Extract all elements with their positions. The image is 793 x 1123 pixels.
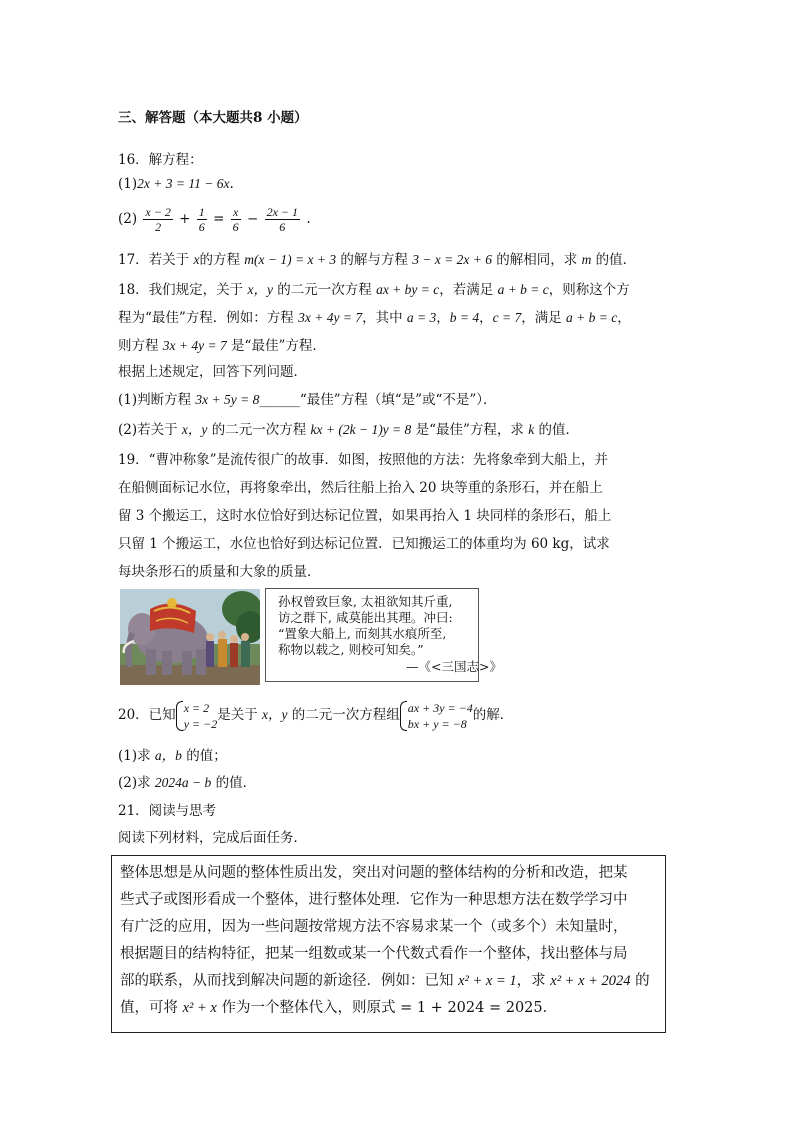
text-segment: 的值； xyxy=(181,748,227,764)
math-equation: b = 4 xyxy=(449,310,480,325)
elephant-illustration xyxy=(120,589,260,685)
quote-box xyxy=(265,588,502,682)
text-segment: 的解相同，求 xyxy=(492,252,582,268)
text-segment: (2)求 xyxy=(118,775,155,791)
text-segment: 的二元一次方程 xyxy=(207,422,311,438)
math-equation: kx + (2k − 1)y = 8 xyxy=(310,422,412,437)
q17-text xyxy=(118,250,636,270)
math-equation: 3x + 4y = 7 xyxy=(162,338,227,353)
q16-part2 xyxy=(118,202,311,236)
math-equation: a + b = c xyxy=(497,282,549,297)
math-equation: a + b = c xyxy=(566,310,618,325)
text-segment: 作为一个整体代入，则原式 = 1 + 2024 = 2025． xyxy=(216,1000,558,1016)
text-segment: 的值． xyxy=(211,775,257,791)
q19-line3: 留 3 个搬运工，这时水位恰好到达标记位置，如果再抬入 1 块同样的条形石，船上 xyxy=(118,508,612,524)
math-var: x，y xyxy=(181,422,208,437)
math-var: x，y xyxy=(262,707,288,722)
quote-line: 孙权曾致巨象, 太祖欲知其斤重, xyxy=(278,594,453,609)
text-segment: (1)求 xyxy=(118,748,155,764)
q16-stem: 16．解方程： xyxy=(118,152,203,168)
q16-part1-label: (1) xyxy=(118,176,138,192)
math-equation: a = 3 xyxy=(406,310,437,325)
q20-part2 xyxy=(118,773,256,793)
text-segment: ，其中 xyxy=(362,310,407,326)
math-equation: m(x − 1) = x + 3 xyxy=(244,252,337,267)
quote-line: “置象大船上, 而刻其水痕所至, xyxy=(278,626,447,641)
math-var: x xyxy=(193,252,200,267)
math-equation: 3x + 4y = 7 xyxy=(298,310,363,325)
quote-source: —《<三国志>》 xyxy=(406,659,502,674)
math-equation: ax + by = c xyxy=(376,282,440,297)
q18-part2 xyxy=(118,420,579,440)
minus-sign: − xyxy=(246,211,259,227)
fraction: $\frac{1}{6}$ xyxy=(198,205,205,234)
material-line xyxy=(120,997,557,1019)
answer-blank-text: ______“最佳”方程（填“是”或“不是”）． xyxy=(259,392,497,408)
text-segment: 值，可将 xyxy=(120,1000,183,1016)
math-var: x，y xyxy=(247,282,273,297)
q18-part1 xyxy=(118,390,497,410)
text-segment: 的 xyxy=(630,973,650,989)
math-equation: 3 − x = 2x + 6 xyxy=(412,252,493,267)
text-segment: 的二元一次方程组 xyxy=(287,707,400,723)
fraction: $\frac{x - 2}{2}$ xyxy=(145,205,171,234)
text-segment: 18．我们规定，关于 xyxy=(118,282,248,298)
q16-part2-label: (2) xyxy=(118,211,138,227)
text-segment: ， xyxy=(617,310,631,326)
text-segment: 是“最佳”方程． xyxy=(226,338,326,354)
math-equation: x² + x xyxy=(182,1000,217,1016)
elephant-painting xyxy=(120,589,260,685)
period: . xyxy=(306,211,311,227)
text-segment: 是关于 xyxy=(217,707,263,723)
q19-line5: 每块条形石的质量和大象的质量． xyxy=(118,564,321,580)
material-line xyxy=(120,970,650,992)
solution-system: x = 2 y = −2 xyxy=(176,700,218,732)
text-segment: (1)判断方程 xyxy=(118,392,196,408)
text-segment: 则方程 xyxy=(118,338,163,354)
q16-part1 xyxy=(118,174,234,194)
q21-intro: 阅读下列材料，完成后面任务． xyxy=(118,830,307,846)
text-segment: 程为“最佳”方程．例如：方程 xyxy=(118,310,299,326)
math-equation: c = 7 xyxy=(492,310,522,325)
q19-line4: 只留 1 个搬运工，水位也恰好到达标记位置．已知搬运工的体重均为 60 kg，试求 xyxy=(118,536,610,552)
quote-line: 访之群下, 咸莫能出其理。冲曰: xyxy=(278,610,453,625)
reading-material-box xyxy=(111,855,666,1033)
math-equation: x² + x = 1 xyxy=(458,973,517,989)
q20-stem xyxy=(118,697,513,733)
text-segment: 部的联系，从而找到解决问题的新途径．例如：已知 xyxy=(120,973,459,989)
material-line: 有广泛的应用，因为一些问题按常规方法不容易求某一个（或多个）未知量时， xyxy=(120,919,628,935)
text-segment: 的二元一次方程 xyxy=(272,282,377,298)
text-segment: 的值． xyxy=(534,422,579,438)
material-line: 根据题目的结构特征，把某一组数或某一个代数式看作一个整体，找出整体与局 xyxy=(120,946,628,962)
q19-line1: 19．“曹冲称象”是流传很广的故事．如图，按照他的方法：先将象牵到大船上，并 xyxy=(118,452,608,468)
text-segment: ，求 xyxy=(516,973,551,989)
q21-title: 21．阅读与思考 xyxy=(118,803,217,819)
math-equation: 3x + 5y = 8 xyxy=(195,392,260,407)
text-segment: ，若满足 xyxy=(439,282,498,298)
quote-line: 称物以载之, 则校可知矣。” xyxy=(278,642,424,657)
q20-part1 xyxy=(118,746,227,766)
text-segment: 的解． xyxy=(472,707,514,723)
text-segment: ，满足 xyxy=(521,310,567,326)
q19-line2: 在船侧面标记水位，再将象牵出，然后往船上抬入 20 块等重的条形石，并在船上 xyxy=(118,480,603,496)
equals-sign: = xyxy=(213,211,225,227)
fraction: $\frac{x}{6}$ xyxy=(232,205,239,234)
math-var: a，b xyxy=(154,748,182,763)
q18-line3 xyxy=(118,336,326,356)
math-equation: x² + x + 2024 xyxy=(550,973,631,989)
material-line: 整体思想是从问题的整体性质出发，突出对问题的整体结构的分析和改造，把某 xyxy=(120,865,628,881)
q18-line4: 根据上述规定，回答下列问题． xyxy=(118,364,307,380)
math-equation: 2024a − b xyxy=(154,775,212,790)
q18-line1 xyxy=(118,280,630,300)
material-line: 些式子或图形看成一个整体，进行整体处理．它作为一种思想方法在数学学习中 xyxy=(120,892,628,908)
text-segment: ， xyxy=(479,310,493,326)
text-segment: 17．若关于 xyxy=(118,252,194,268)
fraction: $\frac{2x - 1}{6}$ xyxy=(266,205,299,234)
math-var: k xyxy=(528,422,535,437)
section-title: 三、解答题（本大题共8 小题） xyxy=(118,110,308,126)
text-segment: 的解与方程 xyxy=(336,252,413,268)
equation-system: ax + 3y = −4 bx + y = −8 xyxy=(400,700,473,732)
q16-part1-equation: 2x + 3 = 11 − 6x xyxy=(137,176,230,191)
text-segment: ， xyxy=(436,310,450,326)
text-segment: 20．已知 xyxy=(118,707,176,723)
q16-part1-period: . xyxy=(229,176,234,192)
text-segment: ，则称这个方 xyxy=(548,282,630,298)
text-segment: (2)若关于 xyxy=(118,422,182,438)
text-segment: 是“最佳”方程，求 xyxy=(411,422,529,438)
text-segment: 的方程 xyxy=(199,252,245,268)
text-segment: 的值． xyxy=(591,252,637,268)
q18-line2 xyxy=(118,308,631,328)
math-var: m xyxy=(581,252,592,267)
plus-sign: + xyxy=(179,211,191,227)
